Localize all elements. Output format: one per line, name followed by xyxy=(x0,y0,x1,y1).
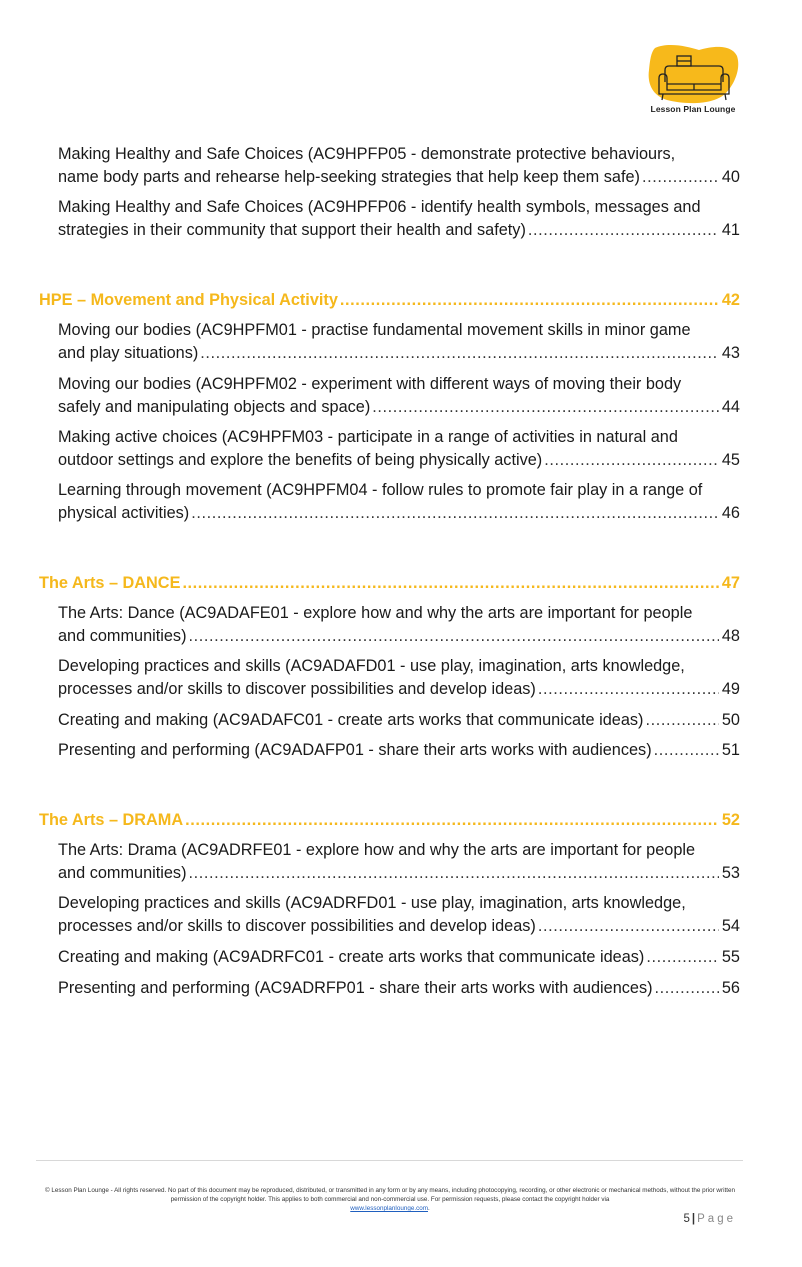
website-link[interactable]: www.lessonplanlounge.com xyxy=(350,1205,428,1212)
dot-leader xyxy=(182,572,718,595)
dot-leader xyxy=(189,625,719,648)
toc-entry-line1: Moving our bodies (AC9HPFM01 - practise fundamental movement skills in minor game xyxy=(58,321,691,339)
toc-entry-line1: Making Healthy and Safe Choices (AC9HPFP06 - identify health symbols, messages and xyxy=(58,198,701,216)
toc-entry-line1: Making Healthy and Safe Choices (AC9HPFP05 - demonstrate protective behaviours, xyxy=(58,145,676,163)
dot-leader xyxy=(191,502,719,525)
dot-leader xyxy=(200,342,719,365)
toc-page-number: 54 xyxy=(721,917,740,935)
toc-entry-line1: Developing practices and skills (AC9ADAFD01 - use play, imagination, arts knowledge, xyxy=(58,657,685,675)
toc-section-heading[interactable] xyxy=(39,809,740,832)
logo-wordmark: Lesson Plan Lounge xyxy=(650,104,736,114)
toc-page-number: 50 xyxy=(721,711,740,729)
toc-entry[interactable] xyxy=(58,602,740,648)
toc-entry-line2: safely and manipulating objects and space) xyxy=(58,398,371,416)
page-separator: | xyxy=(691,1213,696,1225)
section-page-number: 42 xyxy=(721,291,740,309)
toc-entry[interactable] xyxy=(58,739,740,762)
section-page-number: 52 xyxy=(721,811,740,829)
copyright-notice xyxy=(40,1186,740,1213)
toc-entry-line2: and communities) xyxy=(58,864,187,882)
toc-page-number: 53 xyxy=(721,864,740,882)
toc-entry[interactable] xyxy=(58,143,740,189)
toc-entry[interactable] xyxy=(58,426,740,472)
dot-leader xyxy=(340,289,719,312)
toc-entry-line2: Presenting and performing (AC9ADAFP01 - share their arts works with audiences) xyxy=(58,741,652,759)
toc-entry-line1: The Arts: Drama (AC9ADRFE01 - explore how and why the arts are important for people xyxy=(58,841,696,859)
toc-entry[interactable] xyxy=(58,196,740,242)
toc-entry-line1: The Arts: Dance (AC9ADAFE01 - explore how and why the arts are important for people xyxy=(58,604,693,622)
toc-entry-line2: outdoor settings and explore the benefits of being physically active) xyxy=(58,451,543,469)
dot-leader xyxy=(646,946,719,969)
toc-entry[interactable] xyxy=(58,709,740,732)
dot-leader xyxy=(189,862,719,885)
toc-entry-line2: name body parts and rehearse help-seeking strategies that help keep them safe) xyxy=(58,168,640,186)
dot-leader xyxy=(654,739,719,762)
toc-entry[interactable] xyxy=(58,479,740,525)
section-page-number: 47 xyxy=(721,574,740,592)
link-suffix: . xyxy=(427,1205,430,1212)
dot-leader xyxy=(528,219,719,242)
toc-entry-line2: and play situations) xyxy=(58,344,199,362)
toc-entry[interactable] xyxy=(58,655,740,701)
toc-page-number: 43 xyxy=(721,344,740,362)
dot-leader xyxy=(544,449,719,472)
page-number xyxy=(684,1213,736,1225)
section-title: The Arts – DANCE xyxy=(39,574,181,592)
dot-leader xyxy=(538,915,719,938)
toc-page-number: 48 xyxy=(721,627,740,645)
toc-entry-line2: and communities) xyxy=(58,627,187,645)
toc-page-number: 46 xyxy=(721,504,740,522)
toc-entry-line2: Creating and making (AC9ADRFC01 - create arts works that communicate ideas) xyxy=(58,948,645,966)
toc-section-heading[interactable] xyxy=(39,572,740,595)
toc-entry[interactable] xyxy=(58,946,740,969)
toc-entry-line2: Presenting and performing (AC9ADRFP01 - share their arts works with audiences) xyxy=(58,979,653,997)
page-label: Page xyxy=(697,1213,736,1225)
dot-leader xyxy=(642,166,719,189)
dot-leader xyxy=(645,709,718,732)
dot-leader xyxy=(372,396,719,419)
toc-page-number: 49 xyxy=(721,680,740,698)
toc-page-number: 44 xyxy=(721,398,740,416)
toc-page-number: 55 xyxy=(721,948,740,966)
toc-page-number: 41 xyxy=(721,221,740,239)
toc-entry-line1: Making active choices (AC9HPFM03 - participate in a range of activities in natural and xyxy=(58,428,678,446)
toc-page-number: 45 xyxy=(721,451,740,469)
toc-page-number: 51 xyxy=(721,741,740,759)
toc-entry-line1: Moving our bodies (AC9HPFM02 - experiment with different ways of moving their body xyxy=(58,375,682,393)
section-title: The Arts – DRAMA xyxy=(39,811,184,829)
toc-entry[interactable] xyxy=(58,892,740,938)
toc-entry-line2: physical activities) xyxy=(58,504,190,522)
toc-entry-line1: Learning through movement (AC9HPFM04 - follow rules to promote fair play in a range of xyxy=(58,481,703,499)
section-title: HPE – Movement and Physical Activity xyxy=(39,291,338,309)
toc-entry[interactable] xyxy=(58,373,740,419)
page-number-value: 5 xyxy=(683,1213,690,1225)
toc-entry-line2: processes and/or skills to discover possibilities and develop ideas) xyxy=(58,680,536,698)
toc-entry[interactable] xyxy=(58,319,740,365)
toc-entry[interactable] xyxy=(58,977,740,1000)
dot-leader xyxy=(538,678,719,701)
dot-leader xyxy=(185,809,719,832)
toc-entry-line1: Developing practices and skills (AC9ADRFD01 - use play, imagination, arts knowledge, xyxy=(58,894,686,912)
toc-page-number: 40 xyxy=(721,168,740,186)
copyright-text: © Lesson Plan Lounge - All rights reserved. No part of this document may be reproduced, distributed, or transmitted in any form or by any means, including photocopying, recording, or other electronic or mechanical methods, without the prior written permission of the copyright holder. This applies to both commercial and non-commercial use. For permission requests, please contact the copyright holder via xyxy=(45,1187,735,1203)
toc-entry-line2: processes and/or skills to discover possibilities and develop ideas) xyxy=(58,917,536,935)
footer-divider xyxy=(36,1160,743,1161)
toc-entry-line2: Creating and making (AC9ADAFC01 - create arts works that communicate ideas) xyxy=(58,711,644,729)
toc-entry[interactable] xyxy=(58,839,740,885)
toc-page-number: 56 xyxy=(721,979,740,997)
toc-section-heading[interactable] xyxy=(39,289,740,312)
dot-leader xyxy=(655,977,719,1000)
toc-entry-line2: strategies in their community that support their health and safety) xyxy=(58,221,526,239)
